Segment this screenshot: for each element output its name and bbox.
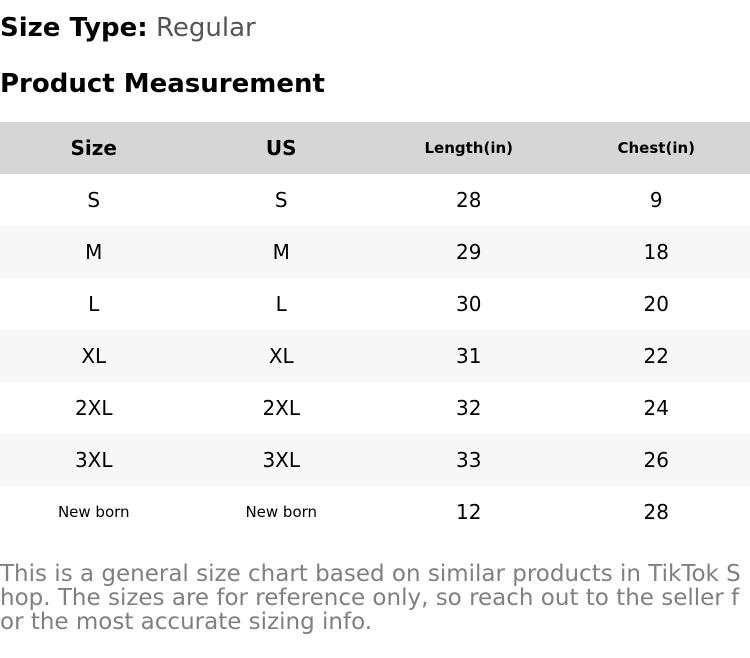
cell-chest: 22 [643,344,669,368]
size-type-value: Regular [155,13,256,43]
header-size: Size [70,136,117,160]
table-row [0,226,750,278]
cell-size: New born [57,503,130,521]
cell-chest: 28 [643,500,669,524]
table-row [0,330,750,382]
table-header-row [0,122,750,174]
cell-chest: 26 [643,448,669,472]
cell-chest: 18 [643,240,669,264]
cell-us: 3XL [262,448,301,472]
cell-us: L [275,292,287,316]
cell-length: 32 [456,396,482,420]
section-title: Product Measurement [0,69,325,99]
cell-size: M [85,240,103,264]
header-us: US [265,136,297,160]
cell-size: XL [81,344,107,368]
cell-size: 2XL [74,396,113,420]
cell-us: M [272,240,290,264]
cell-chest: 9 [649,188,663,212]
cell-chest: 20 [643,292,669,316]
cell-length: 30 [456,292,482,316]
cell-length: 29 [456,240,482,264]
table-row [0,278,750,330]
size-table [0,122,750,538]
size-type-line [0,12,256,44]
cell-length: 12 [456,500,482,524]
header-length: Length(in) [424,139,514,157]
cell-chest: 24 [643,396,669,420]
disclaimer-text: This is a general size chart based on similar products in TikTok Shop. The sizes are for reference only, so reach out to the seller for the most accurate sizing info. [0,561,741,635]
cell-us: XL [268,344,294,368]
cell-length: 28 [456,188,482,212]
cell-size: 3XL [74,448,113,472]
cell-us: 2XL [262,396,301,420]
table-row [0,382,750,434]
header-chest: Chest(in) [617,139,695,157]
cell-length: 31 [456,344,482,368]
size-type-label: Size Type: [0,13,148,43]
table-row [0,486,750,538]
table-row [0,174,750,226]
cell-size: S [87,188,101,212]
table-row [0,434,750,486]
cell-length: 33 [456,448,482,472]
cell-us: New born [245,503,318,521]
cell-size: L [88,292,100,316]
cell-us: S [274,188,288,212]
